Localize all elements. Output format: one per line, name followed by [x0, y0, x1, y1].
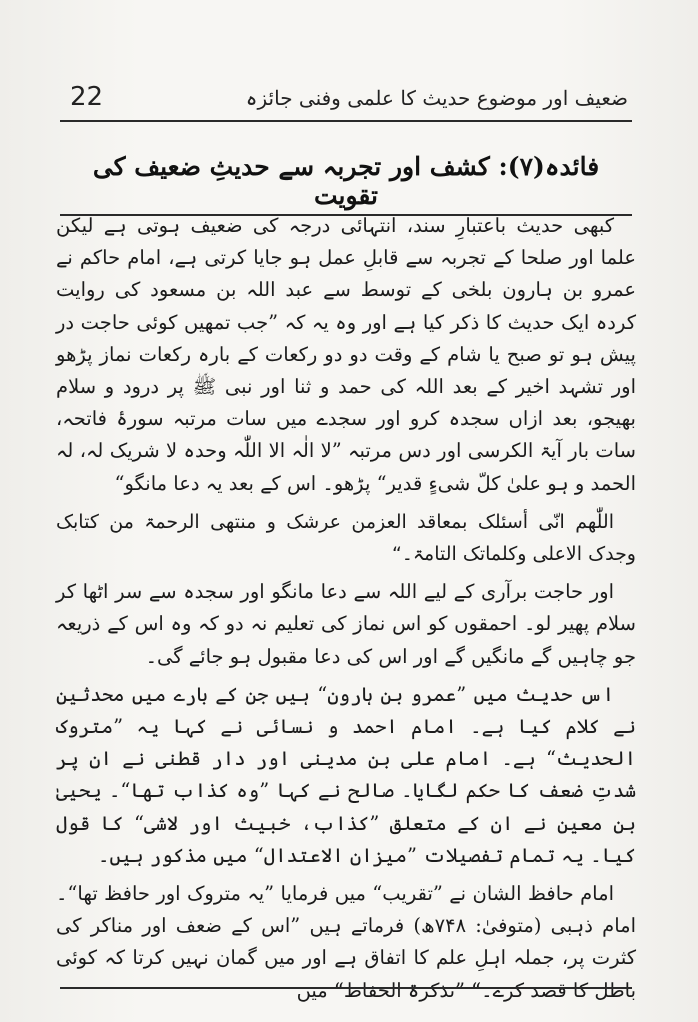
page-number: 22	[70, 82, 104, 112]
footer-divider	[60, 987, 632, 989]
paragraph: اس حدیث میں ”عمرو بن ہارون“ ہیں جن کے بارے میں محدثین نے کلام کیا ہے۔ امام احمد و نسائی نے کہا یہ ”متروک الحدیث“ ہے۔ امام علی بن مدینی اور دار قطنی نے ان پر شدتِ ضعف کا حکم لگایا۔ صالح نے کہا ”وہ کذاب تھا“۔ یحییٰ بن معین نے ان کے متعلق ”کذاب، خبیث اور لاشی“ کا قول کیا۔ یہ تمام تفصیلات ”میزان الاعتدال“ میں مذکور ہیں۔	[56, 682, 636, 867]
section-heading	[60, 152, 632, 216]
running-title: ضعیف اور موضوع حدیث کا علمی وفنی جائزہ	[245, 86, 628, 110]
paragraph: اور حاجت برآری کے لیے اللہ سے دعا مانگو اور سجدہ سے سر اٹھا کر سلام پھیر لو۔ احمقوں کو اس نماز کی تعلیم نہ دو کہ وہ اس کے ذریعہ جو چاہیں گے مانگیں گے اور اس کی دعا مقبول ہو جائے گی۔	[56, 580, 636, 668]
arabic-supplication: اللّٰھم انّی أسئلک بمعاقد العزمن عرشک و منتھی الرحمۃ من کتابک وجدک الاعلی وکلماتک التامۃ۔“	[56, 510, 636, 566]
section-heading-text: فائدہ(۷): کشف اور تجربہ سے حدیثِ ضعیف کی تقویت	[60, 152, 632, 216]
body-text	[56, 210, 636, 1013]
paragraph: کبھی حدیث باعتبارِ سند، انتہائی درجہ کی ضعیف ہوتی ہے لیکن علما اور صلحا کے تجربہ سے قابلِ عمل ہو جایا کرتی ہے، امام حاکم نے عمرو بن ہارون بلخی کے توسط سے عبد اللہ بن مسعود کی روایت کردہ ایک حدیث کا ذکر کیا ہے اور وہ یہ کہ ”جب تمھیں کوئی حاجت در پیش ہو تو صبح یا شام کے وقت دو دو رکعات کے بارہ رکعات نماز پڑھو اور تشہد اخیر کے بعد اللہ کی حمد و ثنا اور نبی ﷺ پر درود و سلام بھیجو، بعد ازاں سجدہ کرو اور سجدے میں سات مرتبہ سورۂ فاتحہ، سات بار آیۃ الکرسی اور دس مرتبہ ”لا الٰہ الا اللّٰہ وحدہ لا شریک لہ، لہ الحمد و ہو علیٰ کلّ شیءٍ قدیر“ پڑھو۔ اس کے بعد یہ دعا مانگو“	[56, 214, 636, 495]
header-divider	[60, 120, 632, 122]
page-header	[60, 78, 632, 118]
paragraph: امام حافظ الشان نے ”تقریب“ میں فرمایا ”یہ متروک اور حافظ تھا“۔ امام ذہبی (متوفیٰ: ۷۴۸ھ) فرماتے ہیں ”اس کے ضعف اور مناکر کی کثرت پر، جملہ اہلِ علم کا اتفاق ہے اور میں گمان نہیں کرتا کہ کوئی باطل کا قصد کرے۔“ ”تذکرۃ الحفاظ“ میں	[56, 882, 637, 1002]
